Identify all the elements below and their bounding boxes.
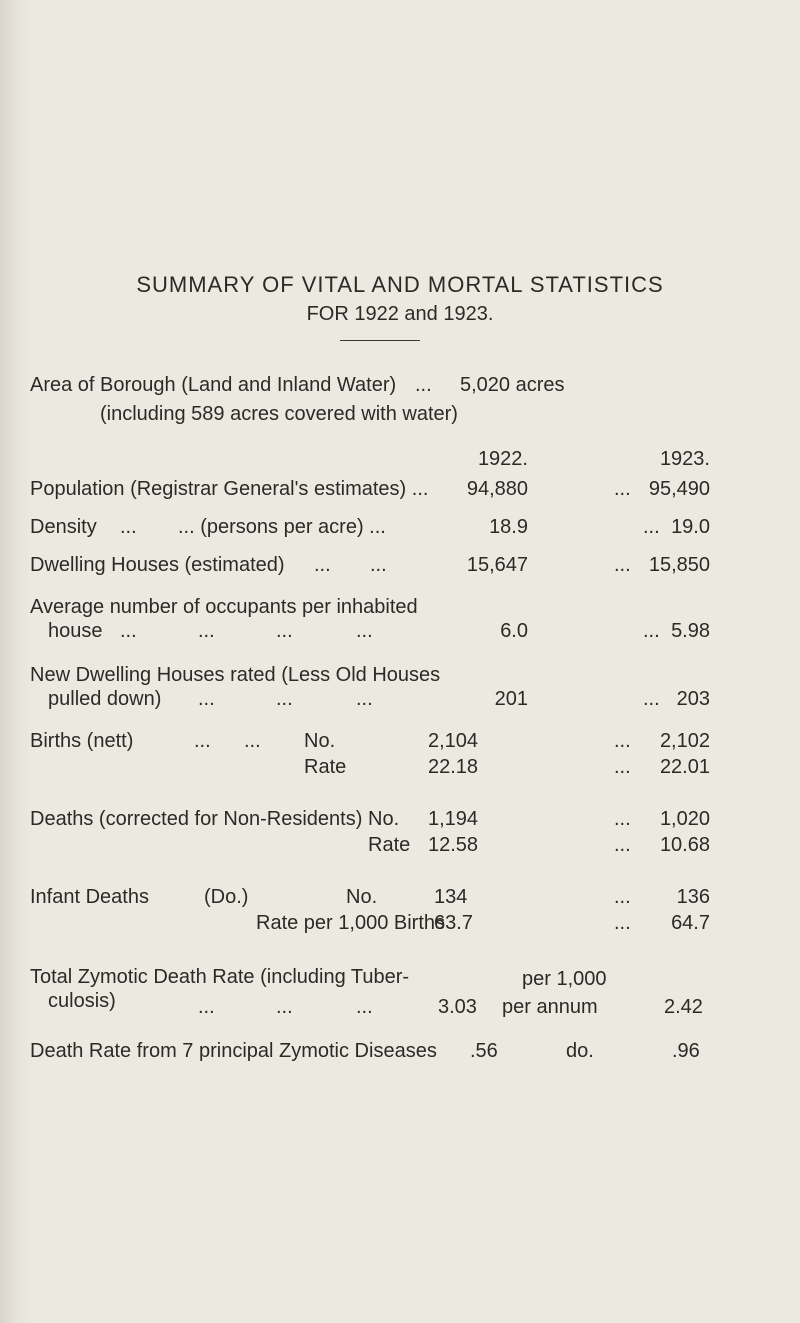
deaths-rate-dots: ...: [614, 834, 631, 856]
infant-no-1923: 136: [676, 886, 710, 908]
births-dots-a: ...: [194, 730, 211, 752]
deaths-no-dots: ...: [614, 808, 631, 830]
density-1922: 18.9: [489, 516, 528, 538]
dwelling-sep-dots: ...: [614, 554, 631, 576]
births-rate-1923: 22.01: [659, 756, 710, 778]
population-label: Population (Registrar General's estimates) ...: [30, 478, 429, 500]
zymotic-total-dots-c: ...: [356, 996, 373, 1018]
area-value: 5,020 acres: [460, 374, 565, 396]
births-no-1922: 2,104: [428, 730, 479, 752]
births-rate-label: Rate: [304, 756, 347, 778]
infant-rate-label: Rate per 1,000 Births: [256, 912, 445, 934]
dwelling-dots-a: ...: [314, 554, 331, 576]
occupants-dots-a: ...: [120, 620, 137, 642]
deaths-no-1922: 1,194: [428, 808, 479, 830]
new-dwelling-label-line1: New Dwelling Houses rated (Less Old Houses: [30, 664, 441, 686]
area-label: Area of Borough (Land and Inland Water): [30, 374, 397, 396]
occupants-label-line1: Average number of occupants per inhabited: [30, 596, 418, 618]
infant-label: Infant Deaths: [30, 886, 149, 908]
deaths-no-label: No.: [368, 808, 400, 830]
zymotic-per-annum: per annum: [502, 996, 598, 1018]
dwelling-1922: 15,647: [466, 554, 528, 576]
density-label-units: ... (persons per acre) ...: [178, 516, 386, 538]
births-rate-1922: 22.18: [428, 756, 479, 778]
population-1922: 94,880: [466, 478, 528, 500]
deaths-rate-1923: 10.68: [659, 834, 710, 856]
new-dwelling-dots-a: ...: [198, 688, 215, 710]
population-1923: 95,490: [648, 478, 710, 500]
document-subtitle: FOR 1922 and 1923.: [306, 303, 494, 325]
density-1923: 19.0: [671, 516, 710, 538]
year-1922-header: 1922.: [477, 448, 528, 470]
infant-rate-1923: 64.7: [671, 912, 710, 934]
zymotic-total-label-line1: Total Zymotic Death Rate (including Tuber-: [30, 966, 410, 988]
infant-do-label: (Do.): [204, 886, 249, 908]
zymotic-total-1923: 2.42: [664, 996, 703, 1018]
deaths-rate-label: Rate: [368, 834, 411, 856]
births-no-label: No.: [304, 730, 336, 752]
deaths-no-1923: 1,020: [659, 808, 710, 830]
zymotic-total-dots-b: ...: [276, 996, 293, 1018]
births-no-1923: 2,102: [659, 730, 710, 752]
new-dwelling-dots-c: ...: [356, 688, 373, 710]
occupants-dots-c: ...: [276, 620, 293, 642]
zymotic-total-label-line2: culosis): [48, 990, 116, 1012]
new-dwelling-1922: 201: [494, 688, 528, 710]
zymotic-total-1922: 3.03: [438, 996, 477, 1018]
density-sep-dots: ...: [643, 516, 660, 538]
year-1923-header: 1923.: [659, 448, 710, 470]
zymotic-principal-1923: .96: [672, 1040, 700, 1062]
occupants-dots-d: ...: [356, 620, 373, 642]
infant-no-label: No.: [346, 886, 378, 908]
zymotic-principal-label: Death Rate from 7 principal Zymotic Diseases: [30, 1040, 437, 1062]
new-dwelling-label-line2: pulled down): [48, 688, 162, 710]
infant-rate-dots: ...: [614, 912, 631, 934]
new-dwelling-sep-dots: ...: [643, 688, 660, 710]
document-title: SUMMARY OF VITAL AND MORTAL STATISTICS: [136, 272, 664, 297]
births-dots-b: ...: [244, 730, 261, 752]
area-dots: ...: [415, 374, 432, 396]
deaths-rate-1922: 12.58: [428, 834, 479, 856]
infant-no-dots: ...: [614, 886, 631, 908]
zymotic-per-1000: per 1,000: [522, 968, 607, 990]
occupants-label-line2: house: [48, 620, 103, 642]
population-dots: ...: [614, 478, 631, 500]
zymotic-principal-ditto: do.: [566, 1040, 594, 1062]
density-label: Density: [30, 516, 97, 538]
dwelling-1923: 15,850: [648, 554, 710, 576]
occupants-sep-dots: ...: [643, 620, 660, 642]
births-rate-dots: ...: [614, 756, 631, 778]
new-dwelling-dots-b: ...: [276, 688, 293, 710]
new-dwelling-1923: 203: [676, 688, 710, 710]
zymotic-total-dots-a: ...: [198, 996, 215, 1018]
births-label: Births (nett): [30, 730, 134, 752]
dwelling-label: Dwelling Houses (estimated): [30, 554, 285, 576]
page-spine-shadow: [0, 0, 30, 1323]
deaths-label: Deaths (corrected for Non-Residents): [30, 808, 363, 830]
occupants-1922: 6.0: [500, 620, 528, 642]
births-no-dots: ...: [614, 730, 631, 752]
occupants-1923: 5.98: [671, 620, 710, 642]
dwelling-dots-b: ...: [370, 554, 387, 576]
zymotic-principal-1922: .56: [470, 1040, 498, 1062]
infant-no-1922: 134: [434, 886, 468, 908]
area-note: (including 589 acres covered with water): [100, 403, 458, 425]
title-divider: [340, 340, 420, 341]
infant-rate-1922: 63.7: [434, 912, 473, 934]
occupants-dots-b: ...: [198, 620, 215, 642]
density-dots: ...: [120, 516, 137, 538]
